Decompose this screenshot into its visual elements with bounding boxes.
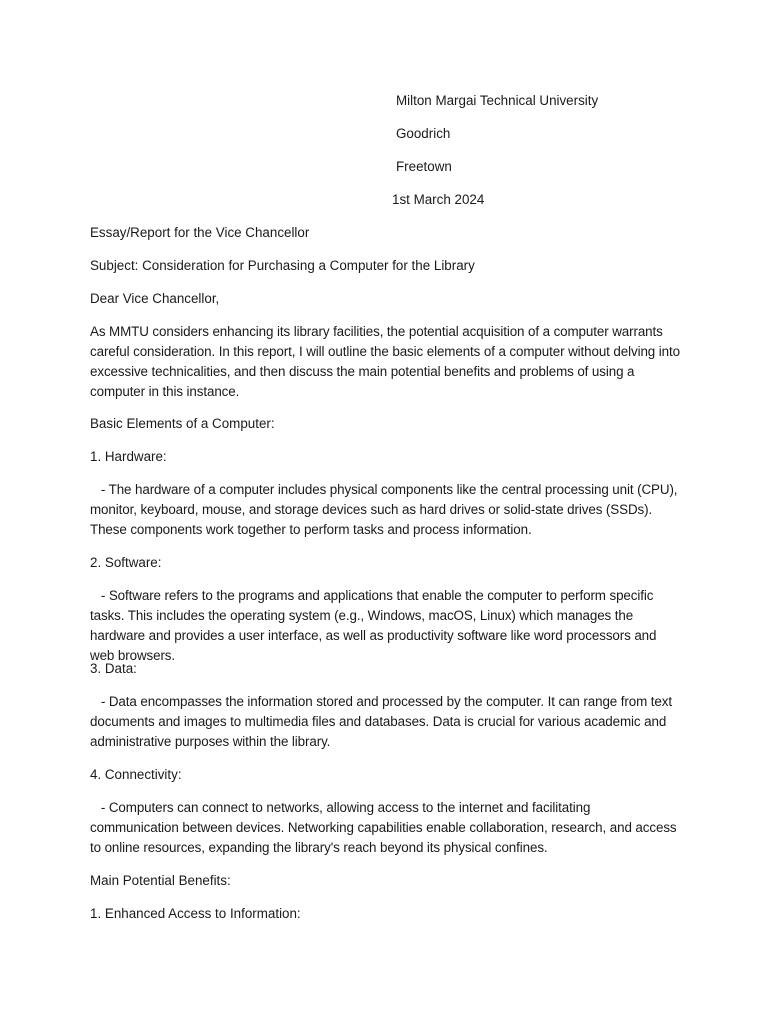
item-body-connectivity: - Computers can connect to networks, allowing access to the internet and facilitating communication between devices. Networking capabilities enable collaboration, research, and access to online resources, expanding the library's reach beyond its physical confines. — [90, 800, 681, 855]
sender-street: Goodrich — [396, 126, 451, 141]
sender-institution: Milton Margai Technical University — [396, 93, 599, 108]
item-title-hardware: 1. Hardware: — [90, 449, 167, 464]
section-heading-benefits: Main Potential Benefits: — [90, 873, 231, 888]
item-title-connectivity: 4. Connectivity: — [90, 767, 182, 782]
item-title-software: 2. Software: — [90, 555, 162, 570]
subject-line: Subject: Consideration for Purchasing a Computer for the Library — [90, 258, 475, 273]
item-body-data: - Data encompasses the information stored and processed by the computer. It can range from text documents and images to multimedia files and databases. Data is crucial for various academic and administrative purposes within the library. — [90, 694, 676, 749]
item-body-hardware: - The hardware of a computer includes physical components like the central processing unit (CPU), monitor, keyboard, mouse, and storage devices such as hard drives or solid-state drives (SSDs). These components work together to perform tasks and process information. — [90, 482, 682, 537]
item-title-data: 3. Data: — [90, 661, 137, 676]
letter-date: 1st March 2024 — [392, 192, 485, 207]
sender-city: Freetown — [396, 159, 452, 174]
intro-paragraph: As MMTU considers enhancing its library facilities, the potential acquisition of a computer warrants careful consideration. In this report, I will outline the basic elements of a computer without delving into excessive technicalities, and then discuss the main potential benefits and problems of using a computer in this instance. — [90, 324, 680, 399]
item-title-enhanced-access: 1. Enhanced Access to Information: — [90, 906, 301, 921]
section-heading-basic-elements: Basic Elements of a Computer: — [90, 416, 275, 431]
salutation: Dear Vice Chancellor, — [90, 291, 220, 306]
document-title: Essay/Report for the Vice Chancellor — [90, 225, 310, 240]
item-body-software: - Software refers to the programs and applications that enable the computer to perform specific tasks. This includes the operating system (e.g., Windows, macOS, Linux) which manages the hardware and provides a user interface, as well as productivity software like word processors and web browsers. — [90, 588, 660, 663]
